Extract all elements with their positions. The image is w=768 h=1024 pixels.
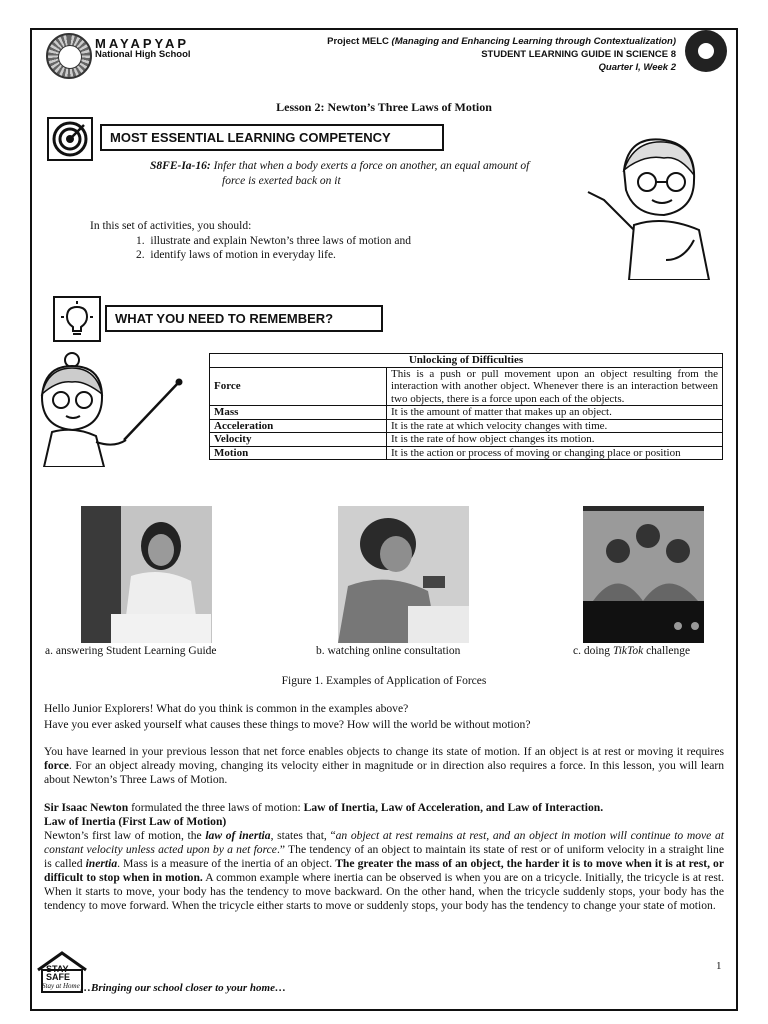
paragraph-intro-1: Hello Junior Explorers! What do you think is common in the examples above? (44, 702, 409, 715)
school-name: MAYAPYAP (95, 36, 190, 51)
table-title: Unlocking of Difficulties (210, 354, 723, 368)
footer-safe: SAFE (46, 972, 71, 982)
figure-title: Figure 1. Examples of Application of Forces (281, 675, 487, 687)
school-seal-icon (46, 33, 92, 79)
figure-caption-b: b. watching online consultation (316, 645, 461, 657)
table-row: Mass It is the amount of matter that makes up an object. (210, 406, 723, 420)
teacher-cartoon-icon (584, 130, 724, 280)
lesson-title: Lesson 2: Newton’s Three Laws of Motion (276, 100, 492, 114)
paragraph-inertia: Newton’s first law of motion, the law of inertia, states that, “an object at rest remains at rest, and an object in motion will continue to move at constant velocity unless acted upon by a net force.” The tendency of an object to maintain its state of rest or of uniform velocity in a straight line is called inertia. Mass is a measure of the inertia of an object. The greater the mass of an object, the harder it is to move when it is at rest, or difficult to stop when in motion. A common example where inertia can be observed is when you are on a tricycle. Initially, the tricycle is at rest. When it starts to move, your body has the tendency to move backward. On the other hand, when the tricycle suddenly stops, your body has the tendency to move forward. When the tricycle either starts to move or suddenly stops, your body has the tendency to change your state of motion. (44, 829, 724, 912)
figure-caption-c: c. doing TikTok challenge (573, 645, 691, 657)
guide-title: STUDENT LEARNING GUIDE IN SCIENCE 8 (481, 49, 676, 60)
melc-text: S8FE-Ia-16: Infer that when a body exerts a force on another, an equal amount of (150, 160, 530, 172)
paragraph-newton: Sir Isaac Newton formulated the three laws of motion: Law of Inertia, Law of Acceleration, and Law of Interaction. (44, 801, 604, 814)
melc-heading: MOST ESSENTIAL LEARNING COMPETENCY (100, 124, 444, 151)
photo-online-consultation (338, 506, 469, 643)
footer-stay: STAY (46, 964, 69, 974)
gear-logo-icon (685, 30, 727, 72)
table-row: Force This is a push or pull movement upon an object resulting from the interaction with another object. Whenever there is an interaction between two objects, there is a force upon each of the objects. (210, 367, 723, 406)
photo-student-studying (81, 506, 212, 643)
project-line: Project MELC (Managing and Enhancing Learning through Contextualization) (327, 36, 676, 47)
footer-stay-home: Stay at Home (42, 982, 80, 990)
unlocking-difficulties-table (209, 353, 723, 460)
figure-caption-a: a. answering Student Learning Guide (45, 645, 217, 657)
school-subtitle: National High School (95, 49, 191, 60)
target-icon (47, 117, 93, 161)
objectives-intro: In this set of activities, you should: (90, 220, 252, 232)
remember-heading: WHAT YOU NEED TO REMEMBER? (105, 305, 383, 332)
melc-text-line2: force is exerted back on it (222, 175, 341, 187)
photo-tiktok-challenge (583, 506, 704, 643)
paragraph-intro-2: Have you ever asked yourself what causes these things to move? How will the world be without motion? (44, 718, 531, 731)
page-number: 1 (716, 960, 722, 972)
objective-item-1: 1. illustrate and explain Newton’s three laws of motion and (136, 235, 411, 247)
objective-item-2: 2. identify laws of motion in everyday life. (136, 249, 336, 261)
law-of-inertia-heading: Law of Inertia (First Law of Motion) (44, 815, 227, 828)
table-row: Acceleration It is the rate at which velocity changes with time. (210, 419, 723, 433)
teacher-woman-cartoon-icon (34, 352, 194, 467)
paragraph-net-force: You have learned in your previous lesson that net force enables objects to change its state of motion. If an object is at rest or moving it requires force. For an object already moving, changing its velocity either in magnitude or in direction also requires a force. In this lesson, you will learn about Newton’s Three Laws of Motion. (44, 745, 724, 786)
quarter-label: Quarter I, Week 2 (598, 62, 676, 73)
table-row: Motion It is the action or process of moving or changing place or position (210, 446, 723, 460)
lightbulb-icon (53, 296, 101, 342)
footer-tagline: …Bringing our school closer to your home… (80, 982, 286, 994)
table-row: Velocity It is the rate of how object changes its motion. (210, 433, 723, 447)
